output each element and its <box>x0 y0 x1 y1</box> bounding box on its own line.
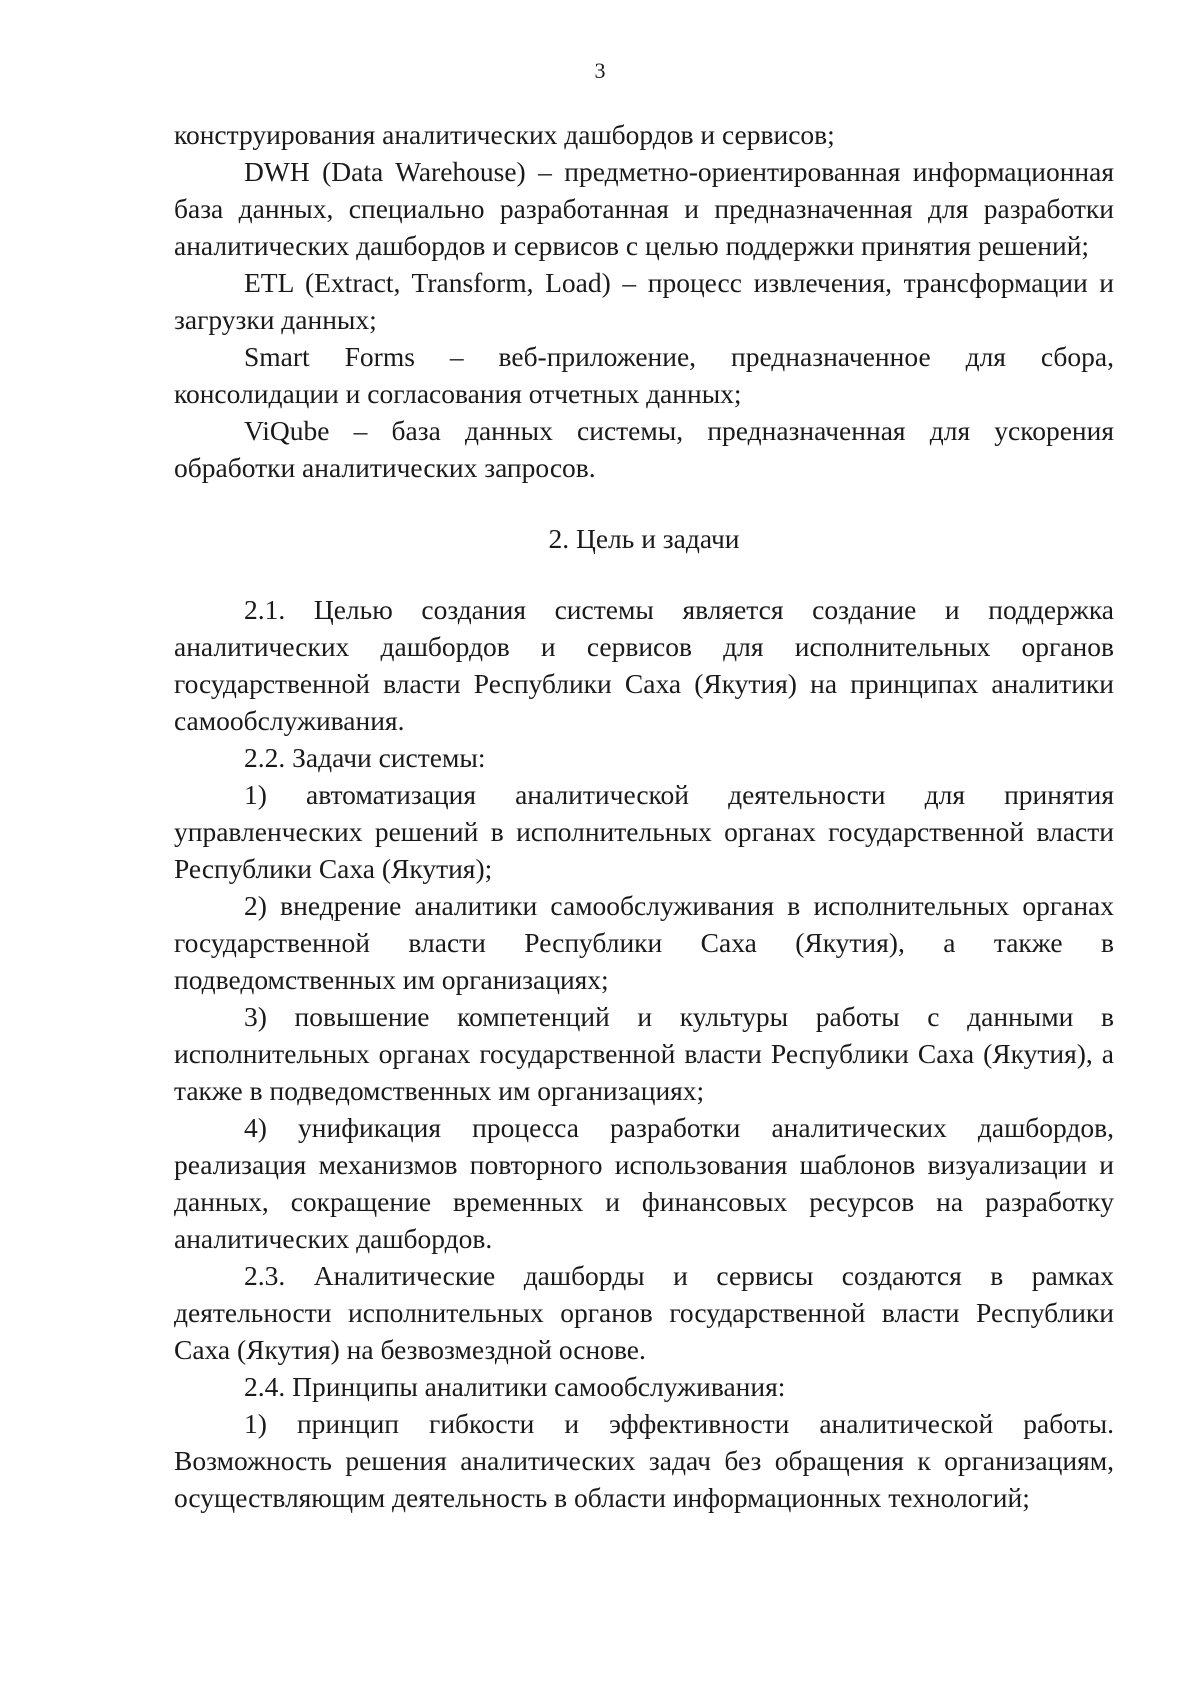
section-heading: 2. Цель и задачи <box>548 523 740 554</box>
document-body <box>174 116 1114 1516</box>
definition-dwh: DWH (Data Warehouse) – предметно-ориентированная информационная база данных, специально разработанная и предназначенная для разработки аналитических дашбордов и сервисов с целью поддержки принятия решений; <box>174 156 1114 261</box>
task-item-2: 2) внедрение аналитики самообслуживания в исполнительных органах государственной власти Республики Саха (Якутия), а также в подведомственных им организациях; <box>174 890 1114 995</box>
task-item-1: 1) автоматизация аналитической деятельности для принятия управленческих решений в исполнительных органах государственной власти Республики Саха (Якутия); <box>174 779 1114 884</box>
paragraph-2-1: 2.1. Целью создания системы является создание и поддержка аналитических дашбордов и сервисов для исполнительных органов государственной власти Республики Саха (Якутия) на принципах аналитики самообслуживания. <box>174 594 1114 736</box>
definition-etl: ETL (Extract, Transform, Load) – процесс извлечения, трансформации и загрузки данных; <box>174 267 1114 335</box>
task-item-3: 3) повышение компетенций и культуры работы с данными в исполнительных органах государственной власти Республики Саха (Якутия), а также в подведомственных им организациях; <box>174 1001 1114 1106</box>
paragraph-continuation: конструирования аналитических дашбордов и сервисов; <box>174 119 835 150</box>
paragraph-2-2: 2.2. Задачи системы: <box>244 742 486 773</box>
definition-viqube: ViQube – база данных системы, предназначенная для ускорения обработки аналитических запросов. <box>174 415 1114 483</box>
task-item-4: 4) унификация процесса разработки аналитических дашбордов, реализация механизмов повторного использования шаблонов визуализации и данных, сокращение временных и финансовых ресурсов на разработку аналитических дашбордов. <box>174 1112 1114 1254</box>
paragraph-2-3: 2.3. Аналитические дашборды и сервисы создаются в рамках деятельности исполнительных органов государственной власти Республики Саха (Якутия) на безвозмездной основе. <box>174 1260 1114 1365</box>
definition-smart-forms: Smart Forms – веб-приложение, предназначенное для сбора, консолидации и согласования отчетных данных; <box>174 341 1114 409</box>
page-number: 3 <box>594 58 606 83</box>
paragraph-2-4: 2.4. Принципы аналитики самообслуживания: <box>244 1371 786 1402</box>
principle-item-1: 1) принцип гибкости и эффективности аналитической работы. Возможность решения аналитических задач без обращения к организациям, осуществляющим деятельность в области информационных технологий; <box>174 1408 1114 1513</box>
